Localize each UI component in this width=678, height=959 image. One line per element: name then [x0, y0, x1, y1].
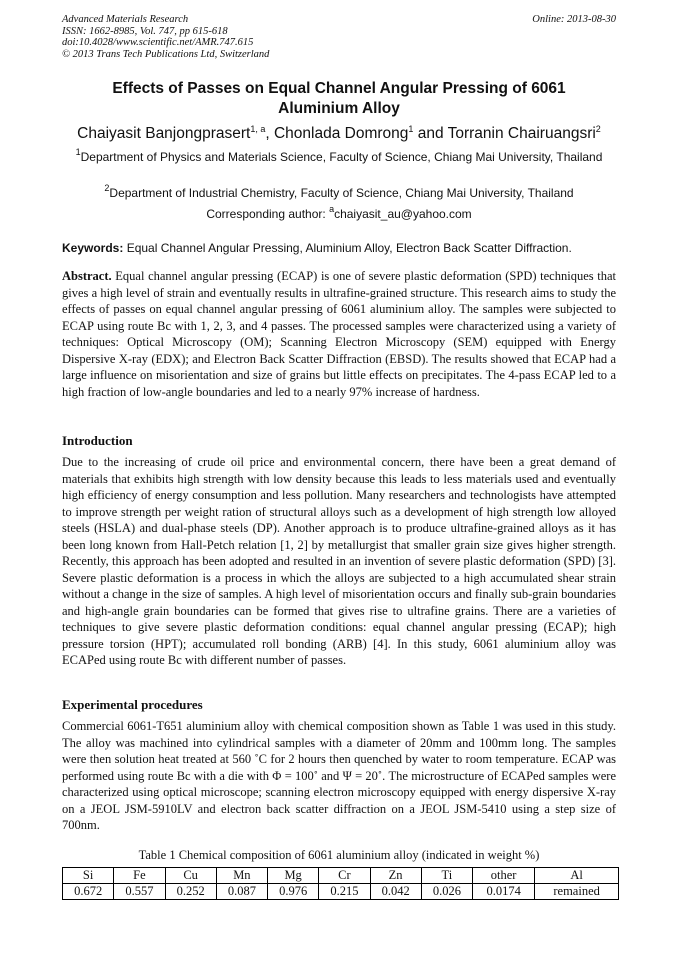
affiliation-2	[62, 183, 616, 202]
online-date: Online: 2013-08-30	[532, 14, 616, 25]
author-2-affiliation-mark: 1	[408, 124, 414, 134]
table-cell: 0.557	[114, 884, 165, 900]
keywords-label: Keywords:	[62, 241, 124, 255]
affiliation-1-text: Department of Physics and Materials Science, Faculty of Science, Chiang Mai University, Thailand	[80, 150, 603, 164]
table-cell: 0.026	[421, 884, 472, 900]
table-row	[63, 884, 619, 900]
table-header-cell: Ti	[421, 868, 472, 884]
keywords-text: Equal Channel Angular Pressing, Aluminium Alloy, Electron Back Scatter Diffraction.	[123, 241, 572, 255]
table-cell: 0.672	[63, 884, 114, 900]
abstract	[62, 268, 616, 400]
corresponding-author	[62, 204, 616, 223]
corresponding-label: Corresponding author:	[206, 207, 330, 221]
title-line-1: Effects of Passes on Equal Channel Angular Pressing of 6061	[112, 80, 566, 97]
table-header-row	[63, 868, 619, 884]
table-cell: remained	[535, 884, 619, 900]
table-cell: 0.087	[216, 884, 267, 900]
corresponding-mark: a	[329, 204, 335, 214]
abstract-label: Abstract.	[62, 269, 112, 283]
affiliation-1-mark: 1	[75, 147, 81, 157]
table-cell: 0.252	[165, 884, 216, 900]
table-header-cell: other	[473, 868, 535, 884]
table-cell: 0.042	[370, 884, 421, 900]
table-header-cell: Mn	[216, 868, 267, 884]
author-3-affiliation-mark: 2	[595, 124, 601, 134]
affiliation-2-text: Department of Industrial Chemistry, Faculty of Science, Chiang Mai University, Thailand	[109, 186, 574, 200]
experimental-heading: Experimental procedures	[62, 697, 203, 712]
table-header-cell: Fe	[114, 868, 165, 884]
author-1-affiliation-mark: 1, a	[250, 124, 266, 134]
table-header-cell: Cu	[165, 868, 216, 884]
author-2: , Chonlada Domrong	[265, 125, 409, 142]
composition-table	[62, 867, 619, 900]
title-line-2: Aluminium Alloy	[278, 100, 400, 117]
journal-issn: ISSN: 1662-8985, Vol. 747, pp 615-618	[62, 25, 228, 37]
introduction-text: Due to the increasing of crude oil price and environmental concern, there have been a great demand of materials that exhibits high strength with low density because this leads to less materials used and eventually high efficiency of energy consumption and less pollution. Many researchers and technologists have attempted to improve strength per weight ration of structural alloys such as a development of high strength low alloyed steels (HSLA) and dual-phase steels (DP). Another approach is to produce ultrafine-grained alloys as it has been long known from Hall-Petch relation [1, 2] by metallurgist that smaller grain size gives higher strength. Recently, this approach has been adopted and resulted in an invention of severe plastic deformation (SPD) [3]. Severe plastic deformation is a process in which the alloys are subjected to a high accumulated shear strain without a change in the size of samples. A high level of misorientation occurs and finally sub-grain boundaries and high-angle grain boundaries can be formed that gives rise to ultrafine grains. There are a varieties of techniques to give severe plastic deformation conditions: equal channel angular pressing (ECAP); high pressure torsion (HPT); accumulated roll bonding (ARB) [4]. In this study, 6061 aluminium alloy was ECAPed using route Bc with different number of passes.	[62, 455, 616, 667]
table-header-cell: Cr	[319, 868, 370, 884]
author-3: and Torranin Chairuangsri	[413, 125, 596, 142]
abstract-text: Equal channel angular pressing (ECAP) is one of severe plastic deformation (SPD) techniques that gives a high level of strain and eventually results in ultrafine-grained structure. This research aims to study the effects of passes on equal channel angular pressing of 6061 aluminium alloy. The samples were subjected to ECAP using route Bc with 1, 2, 3, and 4 passes. The processed samples were characterized using a variety of techniques: Optical Microscopy (OM); Scanning Electron Microscopy (SEM) equipped with Energy Dispersive X-ray (EDX); and Electron Back Scatter Diffraction (EBSD). The results showed that ECAP had a large influence on misorientation and size of grains but little effects on precipitates. The 4-pass ECAP led to a high fraction of low-angle boundaries and led to a nearly 97% increase of hardness.	[62, 269, 616, 399]
table-header-cell: Si	[63, 868, 114, 884]
journal-doi: doi:10.4028/www.scientific.net/AMR.747.615	[62, 37, 254, 48]
table-header-cell: Mg	[268, 868, 319, 884]
corresponding-email: chaiyasit_au@yahoo.com	[334, 207, 472, 221]
experimental-text: Commercial 6061-T651 aluminium alloy with chemical composition shown as Table 1 was used in this study. The alloy was machined into cylindrical samples with a diameter of 20mm and 100mm long. The samples were then solution heat treated at 560 ˚C for 2 hours then quenched by water to room temperature. ECAP was performed using route Bc with a die with Φ = 100˚ and Ψ = 20˚. The microstructure of ECAPed samples were characterized using optical microscope; scanning electron microscopy equipped with energy dispersive X-ray on a JEOL JSM-5910LV and electron back scatter diffraction on a JEOL JSM-5410 using a step size of 700nm.	[62, 719, 616, 832]
paper-title	[62, 79, 616, 119]
author-list	[40, 124, 638, 144]
table-1-caption: Table 1 Chemical composition of 6061 aluminium alloy (indicated in weight %)	[138, 848, 540, 862]
journal-header	[62, 14, 616, 60]
table-cell: 0.215	[319, 884, 370, 900]
author-1: Chaiyasit Banjongprasert	[77, 125, 251, 142]
journal-name: Advanced Materials Research	[62, 14, 189, 25]
table-header-cell: Zn	[370, 868, 421, 884]
table-header-cell: Al	[535, 868, 619, 884]
table-cell: 0.0174	[473, 884, 535, 900]
affiliation-2-mark: 2	[104, 183, 110, 193]
journal-copyright: © 2013 Trans Tech Publications Ltd, Switzerland	[62, 48, 270, 60]
introduction-heading: Introduction	[62, 433, 133, 448]
table-cell: 0.976	[268, 884, 319, 900]
affiliation-1	[62, 147, 616, 166]
keywords	[62, 241, 616, 256]
